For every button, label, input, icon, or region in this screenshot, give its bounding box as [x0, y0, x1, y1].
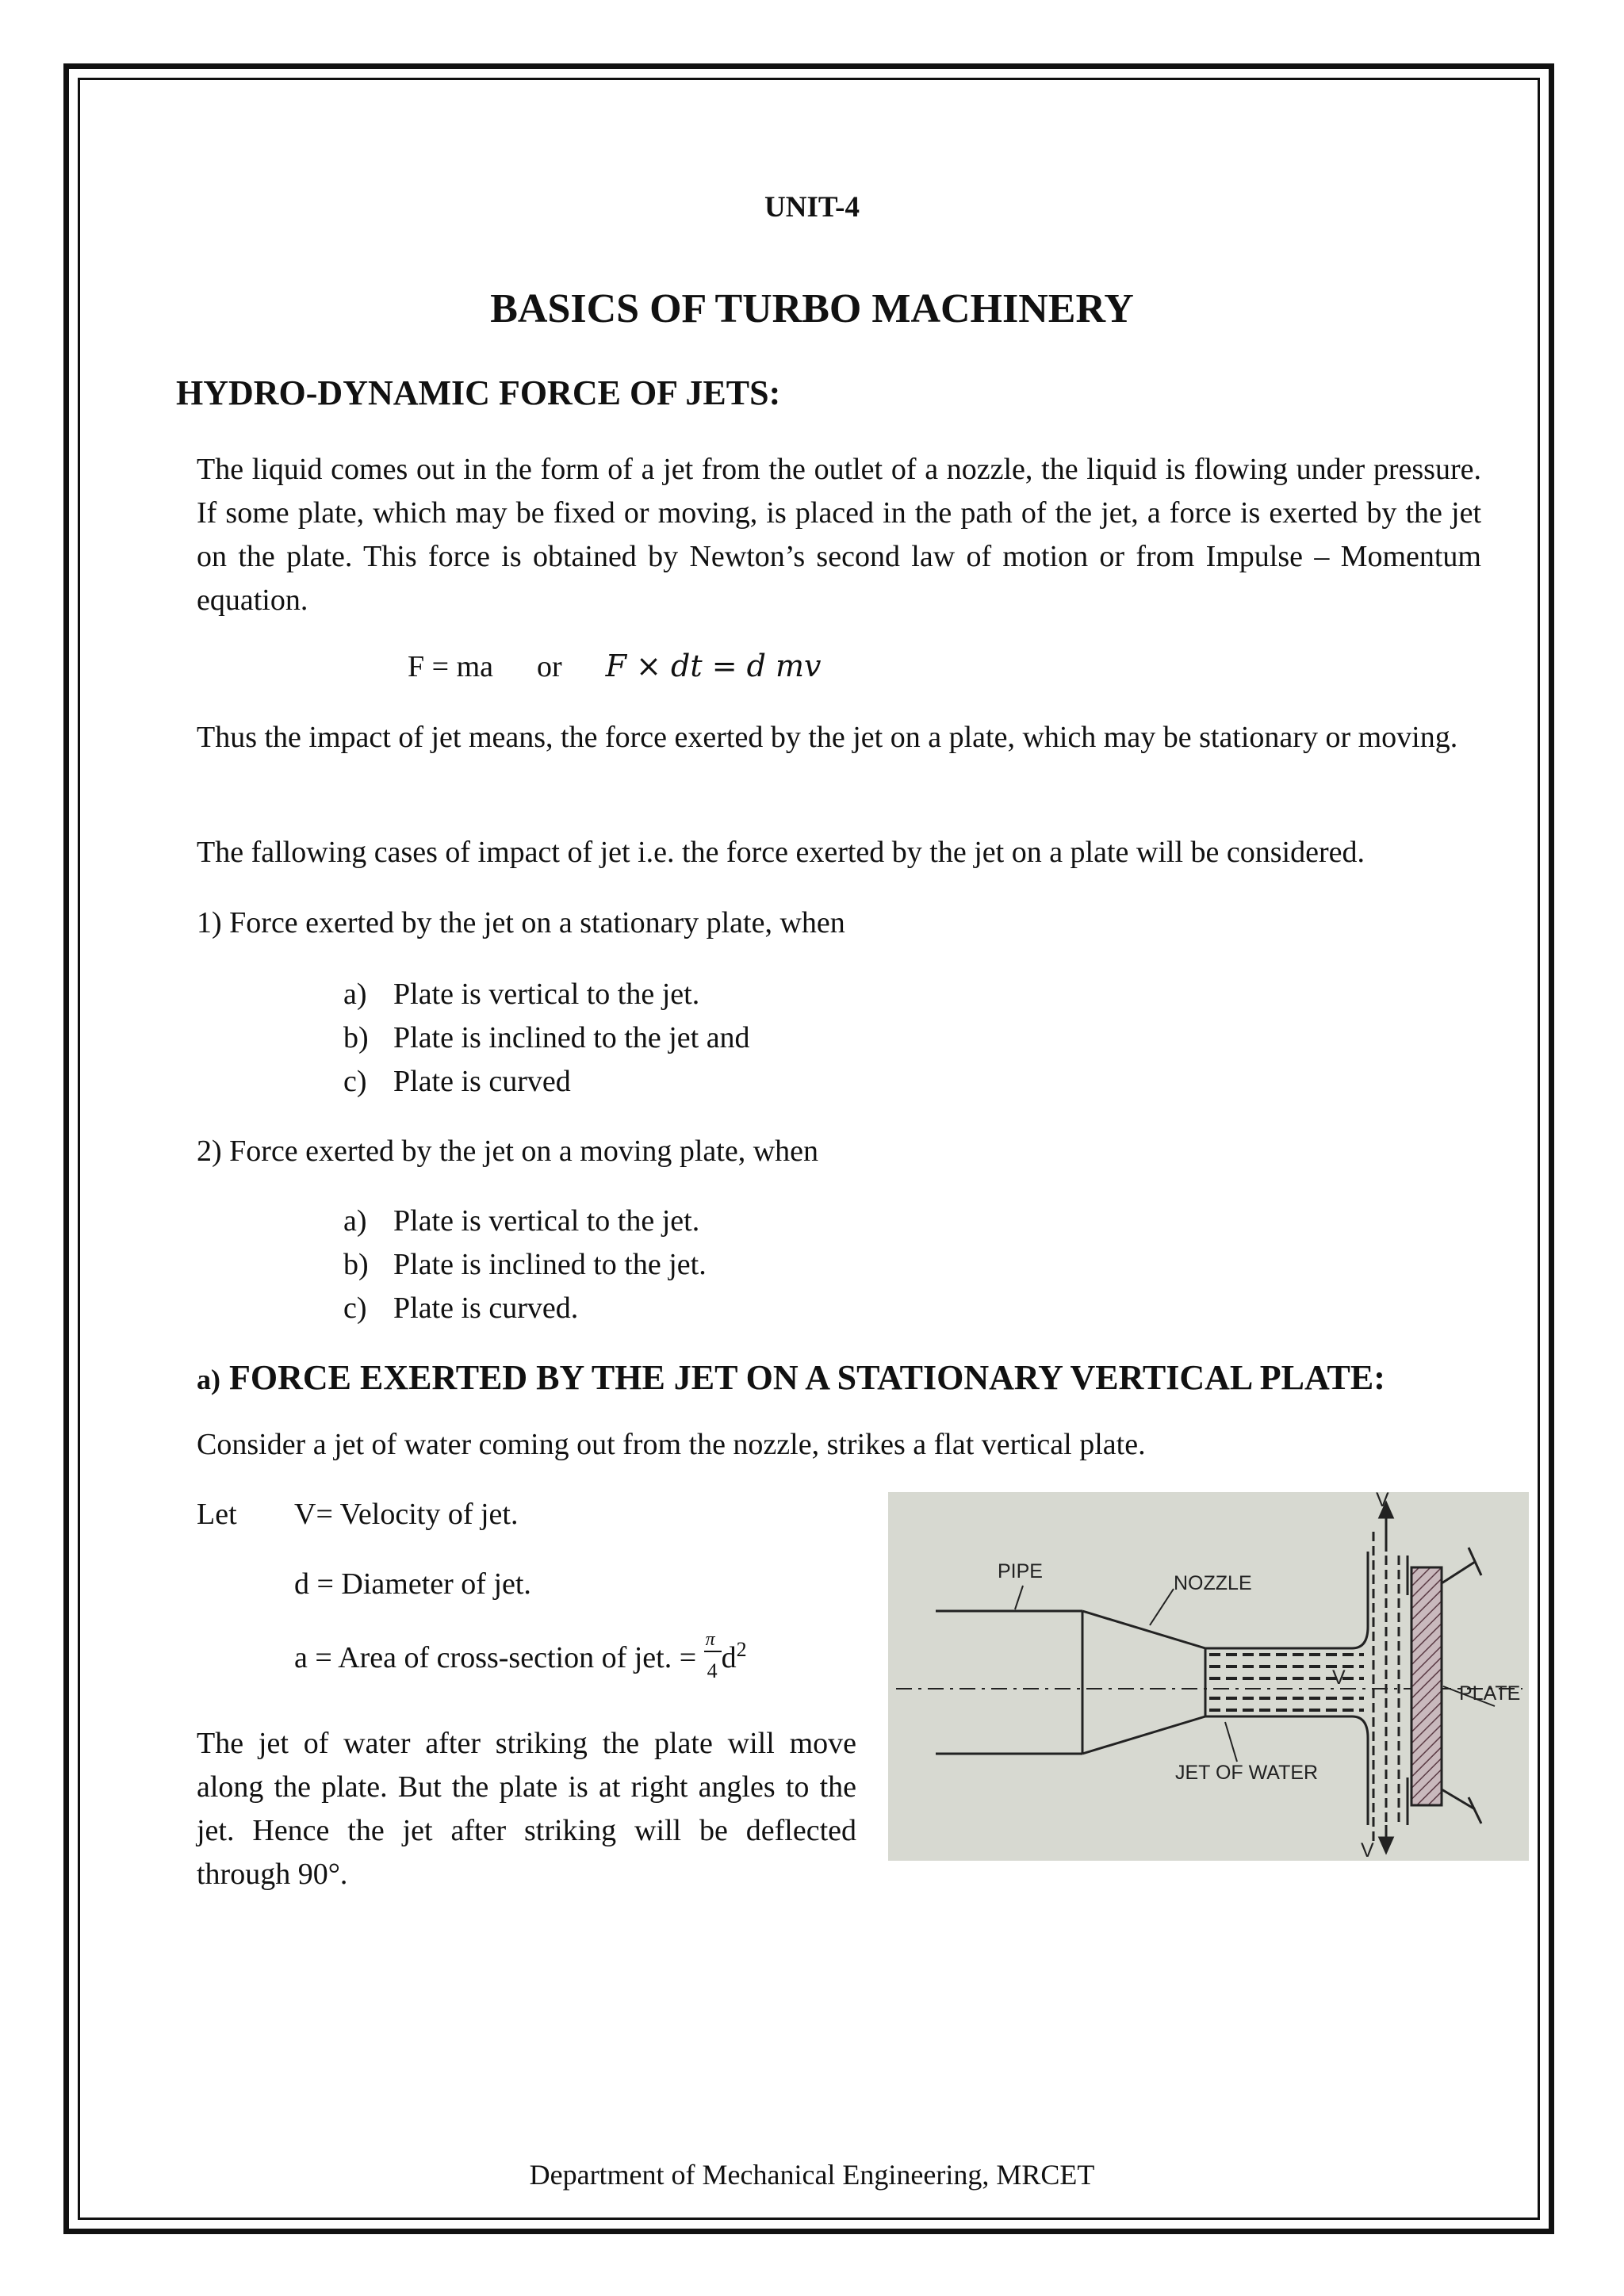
- intro-paragraph: The liquid comes out in the form of a jet from the outlet of a nozzle, the liquid is flowing under pressure. If some plate, which may be fixed or moving, is placed in the path of the jet, a force is exerted by the jet on the plate. This force is obtained by Newton’s second law of motion or from Impulse – Momentum equation.: [197, 453, 1481, 617]
- page-title: BASICS OF TURBO MACHINERY: [490, 286, 1134, 331]
- definition-diameter: d = Diameter of jet.: [294, 1567, 531, 1601]
- pipe-shape: [936, 1611, 1082, 1754]
- equation-right: F × dt = d mv: [605, 649, 822, 683]
- deflected-flow: [1373, 1532, 1399, 1841]
- label-jet-of-water: JET OF WATER: [1175, 1762, 1319, 1784]
- section-heading-stationary-plate: [197, 1357, 1385, 1398]
- nozzle-shape: [1082, 1611, 1205, 1754]
- jet-on-plate-diagram: [888, 1492, 1529, 1861]
- impact-paragraph: Thus the impact of jet means, the force exerted by the jet on a plate, which may be stationary or moving.: [197, 721, 1458, 754]
- newton-equation: [408, 649, 822, 684]
- label-pipe: PIPE: [998, 1560, 1043, 1582]
- let-label: Let: [197, 1498, 237, 1531]
- label-v-top: V: [1376, 1492, 1389, 1511]
- diagram-svg: [888, 1492, 1529, 1861]
- equation-left: F = ma: [408, 650, 493, 683]
- case1-title: 1) Force exerted by the jet on a stationary plate, when: [197, 906, 845, 939]
- deflection-paragraph: The jet of water after striking the plate will move along the plate. But the plate is at right angles to the jet. Hence the jet after striking will be deflected through 90°.: [197, 1727, 856, 1891]
- definition-velocity: V= Velocity of jet.: [294, 1498, 519, 1531]
- section-heading-text: FORCE EXERTED BY THE JET ON A STATIONARY VERTICAL PLATE:: [229, 1358, 1385, 1397]
- unit-label: UNIT-4: [764, 191, 860, 224]
- page-footer: Department of Mechanical Engineering, MRCET: [529, 2159, 1095, 2191]
- section-marker: a): [197, 1364, 220, 1395]
- equation-or: or: [537, 650, 562, 683]
- label-v-bottom: V: [1361, 1839, 1374, 1861]
- label-nozzle: NOZZLE: [1174, 1572, 1252, 1594]
- section-heading-hydrodynamic: HYDRO-DYNAMIC FORCE OF JETS:: [176, 373, 781, 412]
- pi-over-4-fraction: $\frac{\pi}{4}$: [704, 1637, 722, 1667]
- case2-title: 2) Force exerted by the jet on a moving plate, when: [197, 1135, 819, 1168]
- label-v-mid: V: [1332, 1667, 1346, 1689]
- section2-intro: Consider a jet of water coming out from the nozzle, strikes a flat vertical plate.: [197, 1428, 1146, 1461]
- label-plate: PLATE: [1459, 1682, 1521, 1705]
- plate-shape: [1411, 1567, 1442, 1805]
- cases-intro: The fallowing cases of impact of jet i.e. the force exerted by the jet on a plate will be considered.: [197, 836, 1365, 869]
- definition-area: a = Area of cross-section of jet. = $\frac{\pi}{4}$ $d^2$: [294, 1629, 747, 1682]
